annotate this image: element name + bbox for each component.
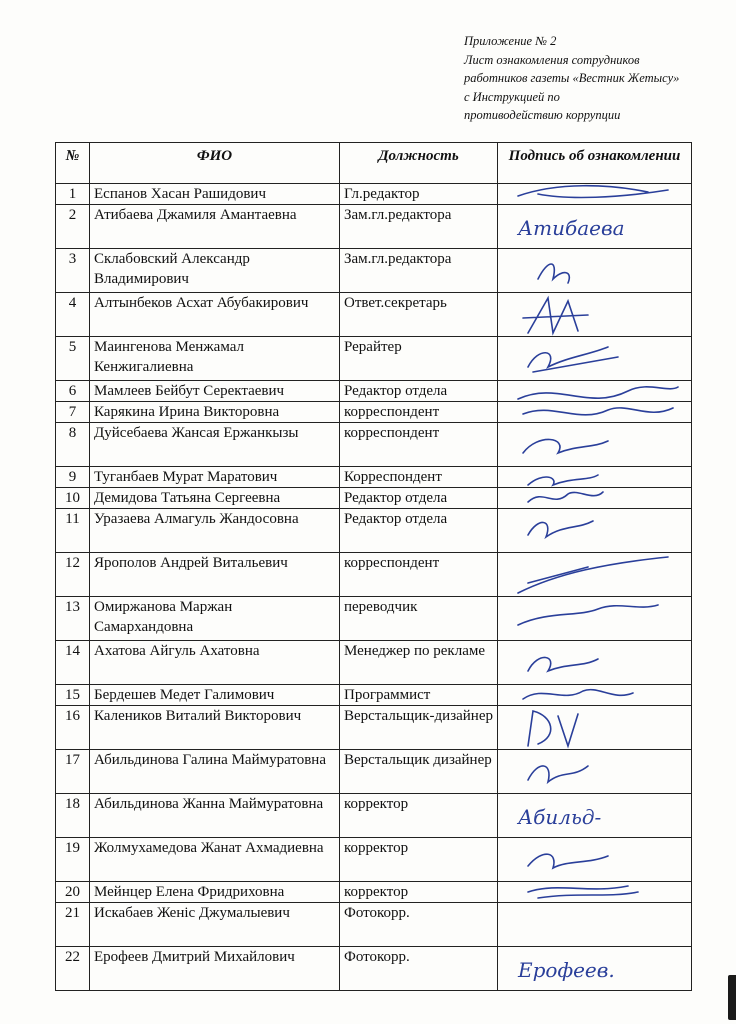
signature-mark: [498, 685, 692, 706]
employee-position: Фотокорр.: [340, 947, 498, 991]
signature-cell: [498, 685, 692, 706]
table-row: [56, 509, 692, 553]
signature-mark: [498, 838, 692, 882]
table-row: [56, 423, 692, 467]
row-number: 1: [56, 184, 90, 205]
signature-cell: [498, 706, 692, 750]
row-number: 19: [56, 838, 90, 882]
signature-stroke: [528, 475, 598, 485]
employee-name: Атибаева Джамиля Амантаевна: [90, 205, 340, 249]
table-row: [56, 685, 692, 706]
signature-mark: [498, 597, 692, 641]
employee-position: Фотокорр.: [340, 903, 498, 947]
signature-stroke: [523, 690, 633, 699]
row-number: 11: [56, 509, 90, 553]
signature-mark: [498, 882, 692, 903]
row-number: 21: [56, 903, 90, 947]
signature-cell: [498, 641, 692, 685]
table-body: [56, 184, 692, 991]
table-header-row: [56, 143, 692, 184]
row-number: 3: [56, 249, 90, 293]
employee-name: Дуйсебаева Жансая Ержанкызы: [90, 423, 340, 467]
header-subtitle: с Инструкцией по: [464, 89, 560, 104]
employee-position: корреспондент: [340, 402, 498, 423]
signature-mark: [498, 402, 692, 423]
table-row: [56, 794, 692, 838]
table-row: [56, 467, 692, 488]
document-header: [464, 32, 729, 125]
signature-stroke: [523, 408, 673, 415]
signature-stroke: [528, 766, 588, 782]
row-number: 18: [56, 794, 90, 838]
signature-handwriting: Абильд-: [518, 805, 602, 829]
employee-name: Демидова Татьяна Сергеевна: [90, 488, 340, 509]
employee-position: корректор: [340, 882, 498, 903]
employee-name: Ерофеев Дмитрий Михайлович: [90, 947, 340, 991]
row-number: 20: [56, 882, 90, 903]
table-row: [56, 750, 692, 794]
signature-mark: [498, 794, 692, 838]
row-number: 22: [56, 947, 90, 991]
signature-stroke: [528, 854, 608, 868]
employee-position: переводчик: [340, 597, 498, 641]
row-number: 14: [56, 641, 90, 685]
row-number: 8: [56, 423, 90, 467]
signature-cell: [498, 467, 692, 488]
signature-mark: [498, 423, 692, 467]
table-row: [56, 641, 692, 685]
table-row: [56, 597, 692, 641]
employee-name: Бердешев Медет Галимович: [90, 685, 340, 706]
header-subtitle: противодействию коррупции: [464, 108, 621, 122]
signature-cell: [498, 381, 692, 402]
employee-name: Мейнцер Елена Фридриховна: [90, 882, 340, 903]
signature-cell: [498, 794, 692, 838]
signature-cell: [498, 509, 692, 553]
signature-mark: [498, 293, 692, 337]
row-number: 9: [56, 467, 90, 488]
signature-cell: [498, 337, 692, 381]
employee-name: Калеников Виталий Викторович: [90, 706, 340, 750]
signature-cell: [498, 750, 692, 794]
signature-handwriting: Атибаева: [518, 216, 625, 240]
employee-position: Зам.гл.редактора: [340, 249, 498, 293]
header-title: Лист ознакомления сотрудников: [464, 52, 640, 67]
header-subtitle: работников газеты «Вестник Жетысу»: [464, 71, 680, 85]
employee-name: Жолмухамедова Жанат Ахмадиевна: [90, 838, 340, 882]
row-number: 5: [56, 337, 90, 381]
table-row: [56, 205, 692, 249]
employee-name: Абильдинова Галина Маймуратовна: [90, 750, 340, 794]
row-number: 4: [56, 293, 90, 337]
row-number: 6: [56, 381, 90, 402]
col-header-position: Должность: [340, 143, 498, 184]
employee-position: Верстальщик дизайнер: [340, 750, 498, 794]
row-number: 2: [56, 205, 90, 249]
signature-cell: [498, 597, 692, 641]
signature-cell: [498, 423, 692, 467]
signature-stroke: [528, 886, 638, 898]
signature-stroke: [528, 492, 603, 502]
row-number: 10: [56, 488, 90, 509]
row-number: 16: [56, 706, 90, 750]
employee-position: Корреспондент: [340, 467, 498, 488]
employee-position: корреспондент: [340, 423, 498, 467]
signature-cell: [498, 488, 692, 509]
signature-mark: [498, 509, 692, 553]
acknowledgement-table: [55, 142, 692, 991]
employee-name: Омиржанова Маржан Самархандовна: [90, 597, 340, 641]
table-row: [56, 882, 692, 903]
row-number: 7: [56, 402, 90, 423]
signature-mark: [498, 553, 692, 597]
signature-stroke: [528, 521, 593, 537]
signature-cell: [498, 838, 692, 882]
signature-mark: [498, 903, 692, 947]
employee-position: Рерайтер: [340, 337, 498, 381]
signature-stroke: [518, 186, 668, 198]
employee-position: Редактор отдела: [340, 509, 498, 553]
row-number: 13: [56, 597, 90, 641]
signature-stroke: [518, 605, 658, 625]
signature-stroke: [523, 298, 588, 333]
employee-position: Редактор отдела: [340, 381, 498, 402]
table-row: [56, 706, 692, 750]
signature-mark: [498, 249, 692, 293]
employee-position: Ответ.секретарь: [340, 293, 498, 337]
signature-cell: [498, 947, 692, 991]
signature-cell: [498, 402, 692, 423]
row-number: 17: [56, 750, 90, 794]
signature-mark: [498, 706, 692, 750]
signature-handwriting: Ерофеев.: [518, 958, 615, 982]
table-row: [56, 249, 692, 293]
table-row: [56, 402, 692, 423]
employee-name: Ахатова Айгуль Ахатовна: [90, 641, 340, 685]
signature-mark: [498, 184, 692, 205]
scan-edge-mark: [728, 975, 736, 1020]
signature-mark: [498, 381, 692, 402]
signature-mark: [498, 488, 692, 509]
col-header-signature: Подпись об ознакомлении: [498, 143, 692, 184]
table-row: [56, 488, 692, 509]
signature-mark: [498, 641, 692, 685]
signature-cell: [498, 205, 692, 249]
signature-stroke: [528, 657, 598, 671]
table-row: [56, 293, 692, 337]
employee-position: Верстальщик-дизайнер: [340, 706, 498, 750]
signature-mark: [498, 750, 692, 794]
signature-stroke: [518, 557, 668, 593]
employee-name: Карякина Ирина Викторовна: [90, 402, 340, 423]
employee-name: Мамлеев Бейбут Серектаевич: [90, 381, 340, 402]
employee-position: Менеджер по рекламе: [340, 641, 498, 685]
signature-stroke: [523, 439, 608, 453]
row-number: 15: [56, 685, 90, 706]
employee-position: Редактор отдела: [340, 488, 498, 509]
employee-position: Гл.редактор: [340, 184, 498, 205]
table-row: [56, 381, 692, 402]
employee-name: Искабаев Женіс Джумалыевич: [90, 903, 340, 947]
employee-name: Склабовский Александр Владимирович: [90, 249, 340, 293]
signature-stroke: [538, 264, 569, 283]
signature-cell: [498, 553, 692, 597]
signature-mark: [498, 947, 692, 991]
table-row: [56, 184, 692, 205]
table-row: [56, 337, 692, 381]
signature-mark: [498, 467, 692, 488]
employee-position: Зам.гл.редактора: [340, 205, 498, 249]
col-header-number: №: [56, 143, 90, 184]
table-row: [56, 838, 692, 882]
employee-name: Туганбаев Мурат Маратович: [90, 467, 340, 488]
signature-cell: [498, 249, 692, 293]
signature-mark: [498, 205, 692, 249]
employee-position: Программист: [340, 685, 498, 706]
signature-cell: [498, 882, 692, 903]
employee-name: Маингенова Менжамал Кенжигалиевна: [90, 337, 340, 381]
employee-name: Алтынбеков Асхат Абубакирович: [90, 293, 340, 337]
signature-cell: [498, 293, 692, 337]
employee-position: корректор: [340, 838, 498, 882]
signature-cell: [498, 903, 692, 947]
signature-mark: [498, 337, 692, 381]
table-row: [56, 553, 692, 597]
signature-stroke: [528, 711, 578, 746]
table-row: [56, 903, 692, 947]
employee-position: корреспондент: [340, 553, 498, 597]
row-number: 12: [56, 553, 90, 597]
col-header-name: ФИО: [90, 143, 340, 184]
signature-stroke: [528, 347, 618, 372]
employee-position: корректор: [340, 794, 498, 838]
employee-name: Абильдинова Жанна Маймуратовна: [90, 794, 340, 838]
employee-name: Уразаева Алмагуль Жандосовна: [90, 509, 340, 553]
appendix-number: Приложение № 2: [464, 34, 557, 48]
signature-stroke: [518, 387, 678, 399]
table-row: [56, 947, 692, 991]
employee-name: Ярополов Андрей Витальевич: [90, 553, 340, 597]
employee-name: Еспанов Хасан Рашидович: [90, 184, 340, 205]
signature-cell: [498, 184, 692, 205]
